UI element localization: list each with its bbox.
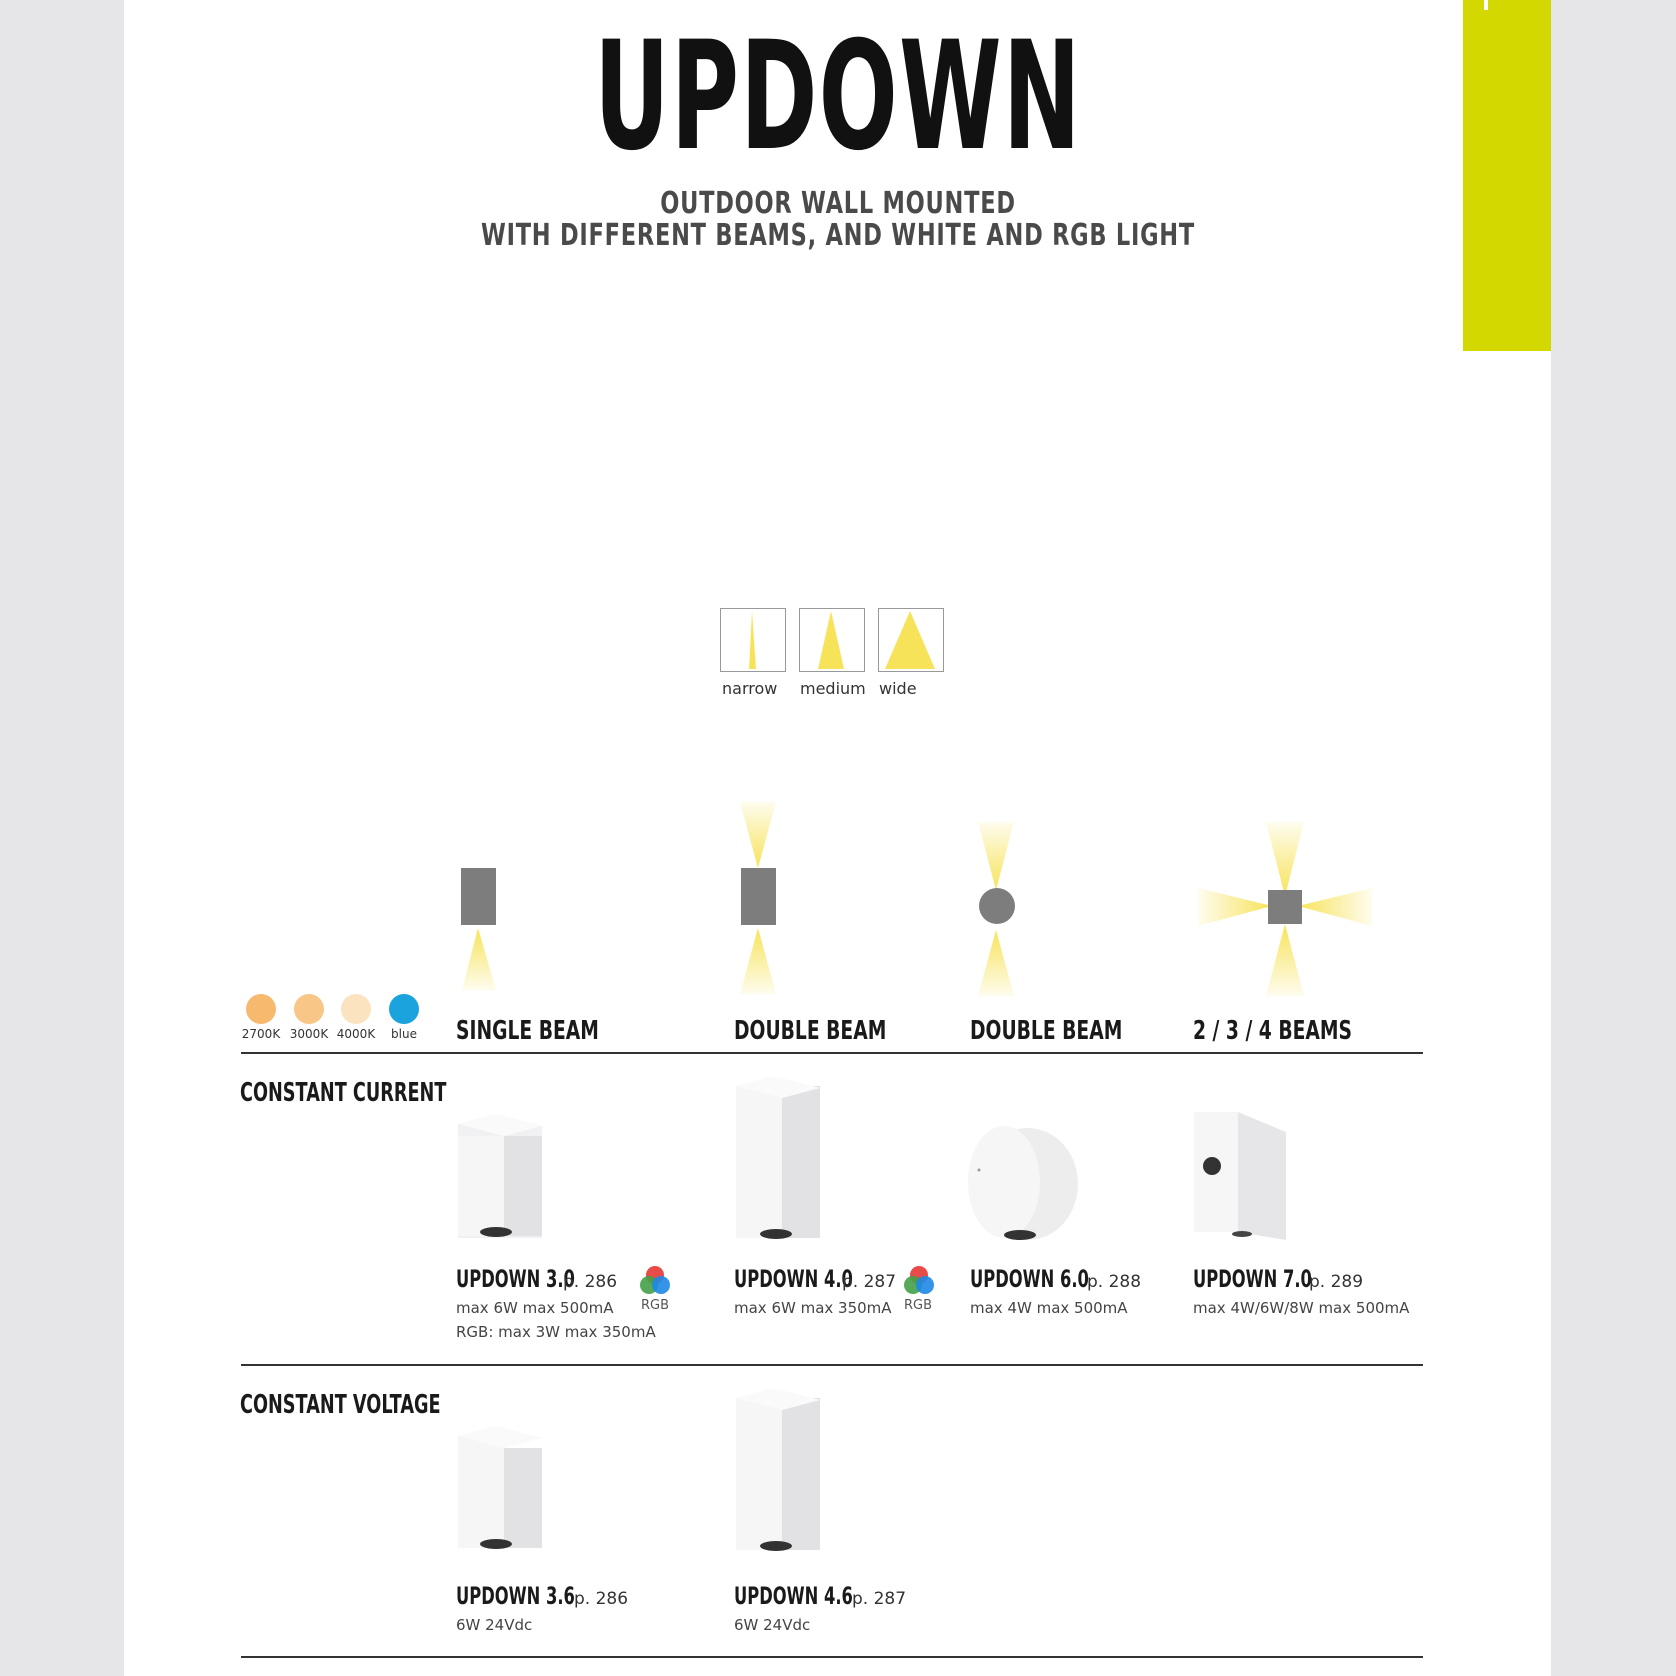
double-beam-round-diagram — [958, 820, 1038, 1000]
product-page-updown-3-0: p. 286 — [563, 1272, 618, 1292]
product-page-updown-4-0: p. 287 — [842, 1272, 897, 1292]
page-title: UPDOWN — [594, 10, 1082, 184]
narrow-beam-icon — [720, 608, 786, 672]
product-name-updown-3-0: UPDOWN 3.0 — [456, 1265, 575, 1293]
beam-label-narrow: narrow — [722, 679, 778, 698]
updown-4-0-image — [730, 1072, 830, 1242]
color-label-3000k: 3000K — [289, 1027, 329, 1041]
row-constant-current: CONSTANT CURRENT — [240, 1078, 447, 1108]
rgb-icon — [638, 1264, 672, 1296]
column-single-beam: SINGLE BEAM — [456, 1016, 599, 1046]
color-label-2700k: 2700K — [241, 1027, 281, 1041]
updown-4-6-image — [730, 1384, 830, 1554]
product-name-updown-3-6: UPDOWN 3.6 — [456, 1582, 575, 1610]
rgb-icon — [902, 1264, 936, 1296]
product-name-updown-7-0: UPDOWN 7.0 — [1193, 1265, 1312, 1293]
updown-6-0-image — [964, 1120, 1084, 1240]
beam-label-medium: medium — [800, 679, 866, 698]
double-beam-rect-diagram — [720, 800, 800, 1000]
product-spec-updown-4-6: 6W 24Vdc — [734, 1616, 811, 1634]
color-dot-2700k — [246, 994, 276, 1024]
rgb-label-updown-3-0: RGB — [641, 1298, 670, 1313]
product-page-updown-6-0: p. 288 — [1087, 1272, 1142, 1292]
rgb-label-updown-4-0: RGB — [904, 1298, 933, 1313]
product-spec-updown-3-6: 6W 24Vdc — [456, 1616, 533, 1634]
color-dot-3000k — [294, 994, 324, 1024]
section-tab — [1463, 0, 1551, 351]
color-dot-blue — [389, 994, 419, 1024]
product-page-updown-7-0: p. 289 — [1309, 1272, 1364, 1292]
wide-beam-icon — [878, 608, 944, 672]
product-spec-updown-3-0: max 6W max 500mA — [456, 1299, 614, 1317]
color-label-4000k: 4000K — [336, 1027, 376, 1041]
product-spec-updown-4-0: max 6W max 350mA — [734, 1299, 892, 1317]
row-divider-rule — [241, 1364, 1423, 1366]
column-double-beam: DOUBLE BEAM — [734, 1016, 887, 1046]
product-name-updown-4-6: UPDOWN 4.6 — [734, 1582, 853, 1610]
multi-beam-diagram — [1196, 820, 1376, 1000]
row-constant-voltage: CONSTANT VOLTAGE — [240, 1390, 441, 1420]
subtitle-line-1: OUTDOOR WALL MOUNTED — [660, 186, 1016, 221]
product-rgb-spec-updown-3-0: RGB: max 3W max 350mA — [456, 1323, 656, 1341]
product-page-updown-4-6: p. 287 — [852, 1589, 907, 1609]
product-page-updown-3-6: p. 286 — [574, 1589, 629, 1609]
table-header-rule — [241, 1052, 1423, 1054]
subtitle-line-2: WITH DIFFERENT BEAMS, AND WHITE AND RGB LIGHT — [481, 218, 1195, 253]
updown-7-0-image — [1190, 1104, 1300, 1244]
product-spec-updown-6-0: max 4W max 500mA — [970, 1299, 1128, 1317]
product-name-updown-6-0: UPDOWN 6.0 — [970, 1265, 1089, 1293]
product-spec-updown-7-0: max 4W/6W/8W max 500mA — [1193, 1299, 1410, 1317]
table-bottom-rule — [241, 1656, 1423, 1658]
medium-beam-icon — [799, 608, 865, 672]
beam-label-wide: wide — [879, 679, 917, 698]
column-multi-beams: 2 / 3 / 4 BEAMS — [1193, 1016, 1352, 1046]
single-beam-diagram — [440, 860, 520, 1000]
product-name-updown-4-0: UPDOWN 4.0 — [734, 1265, 853, 1293]
column-double-beam-round: DOUBLE BEAM — [970, 1016, 1123, 1046]
section-tab-mark — [1484, 0, 1488, 10]
color-dot-4000k — [341, 994, 371, 1024]
color-label-blue: blue — [391, 1027, 417, 1041]
updown-3-0-image — [450, 1110, 550, 1240]
updown-3-6-image — [450, 1422, 550, 1552]
